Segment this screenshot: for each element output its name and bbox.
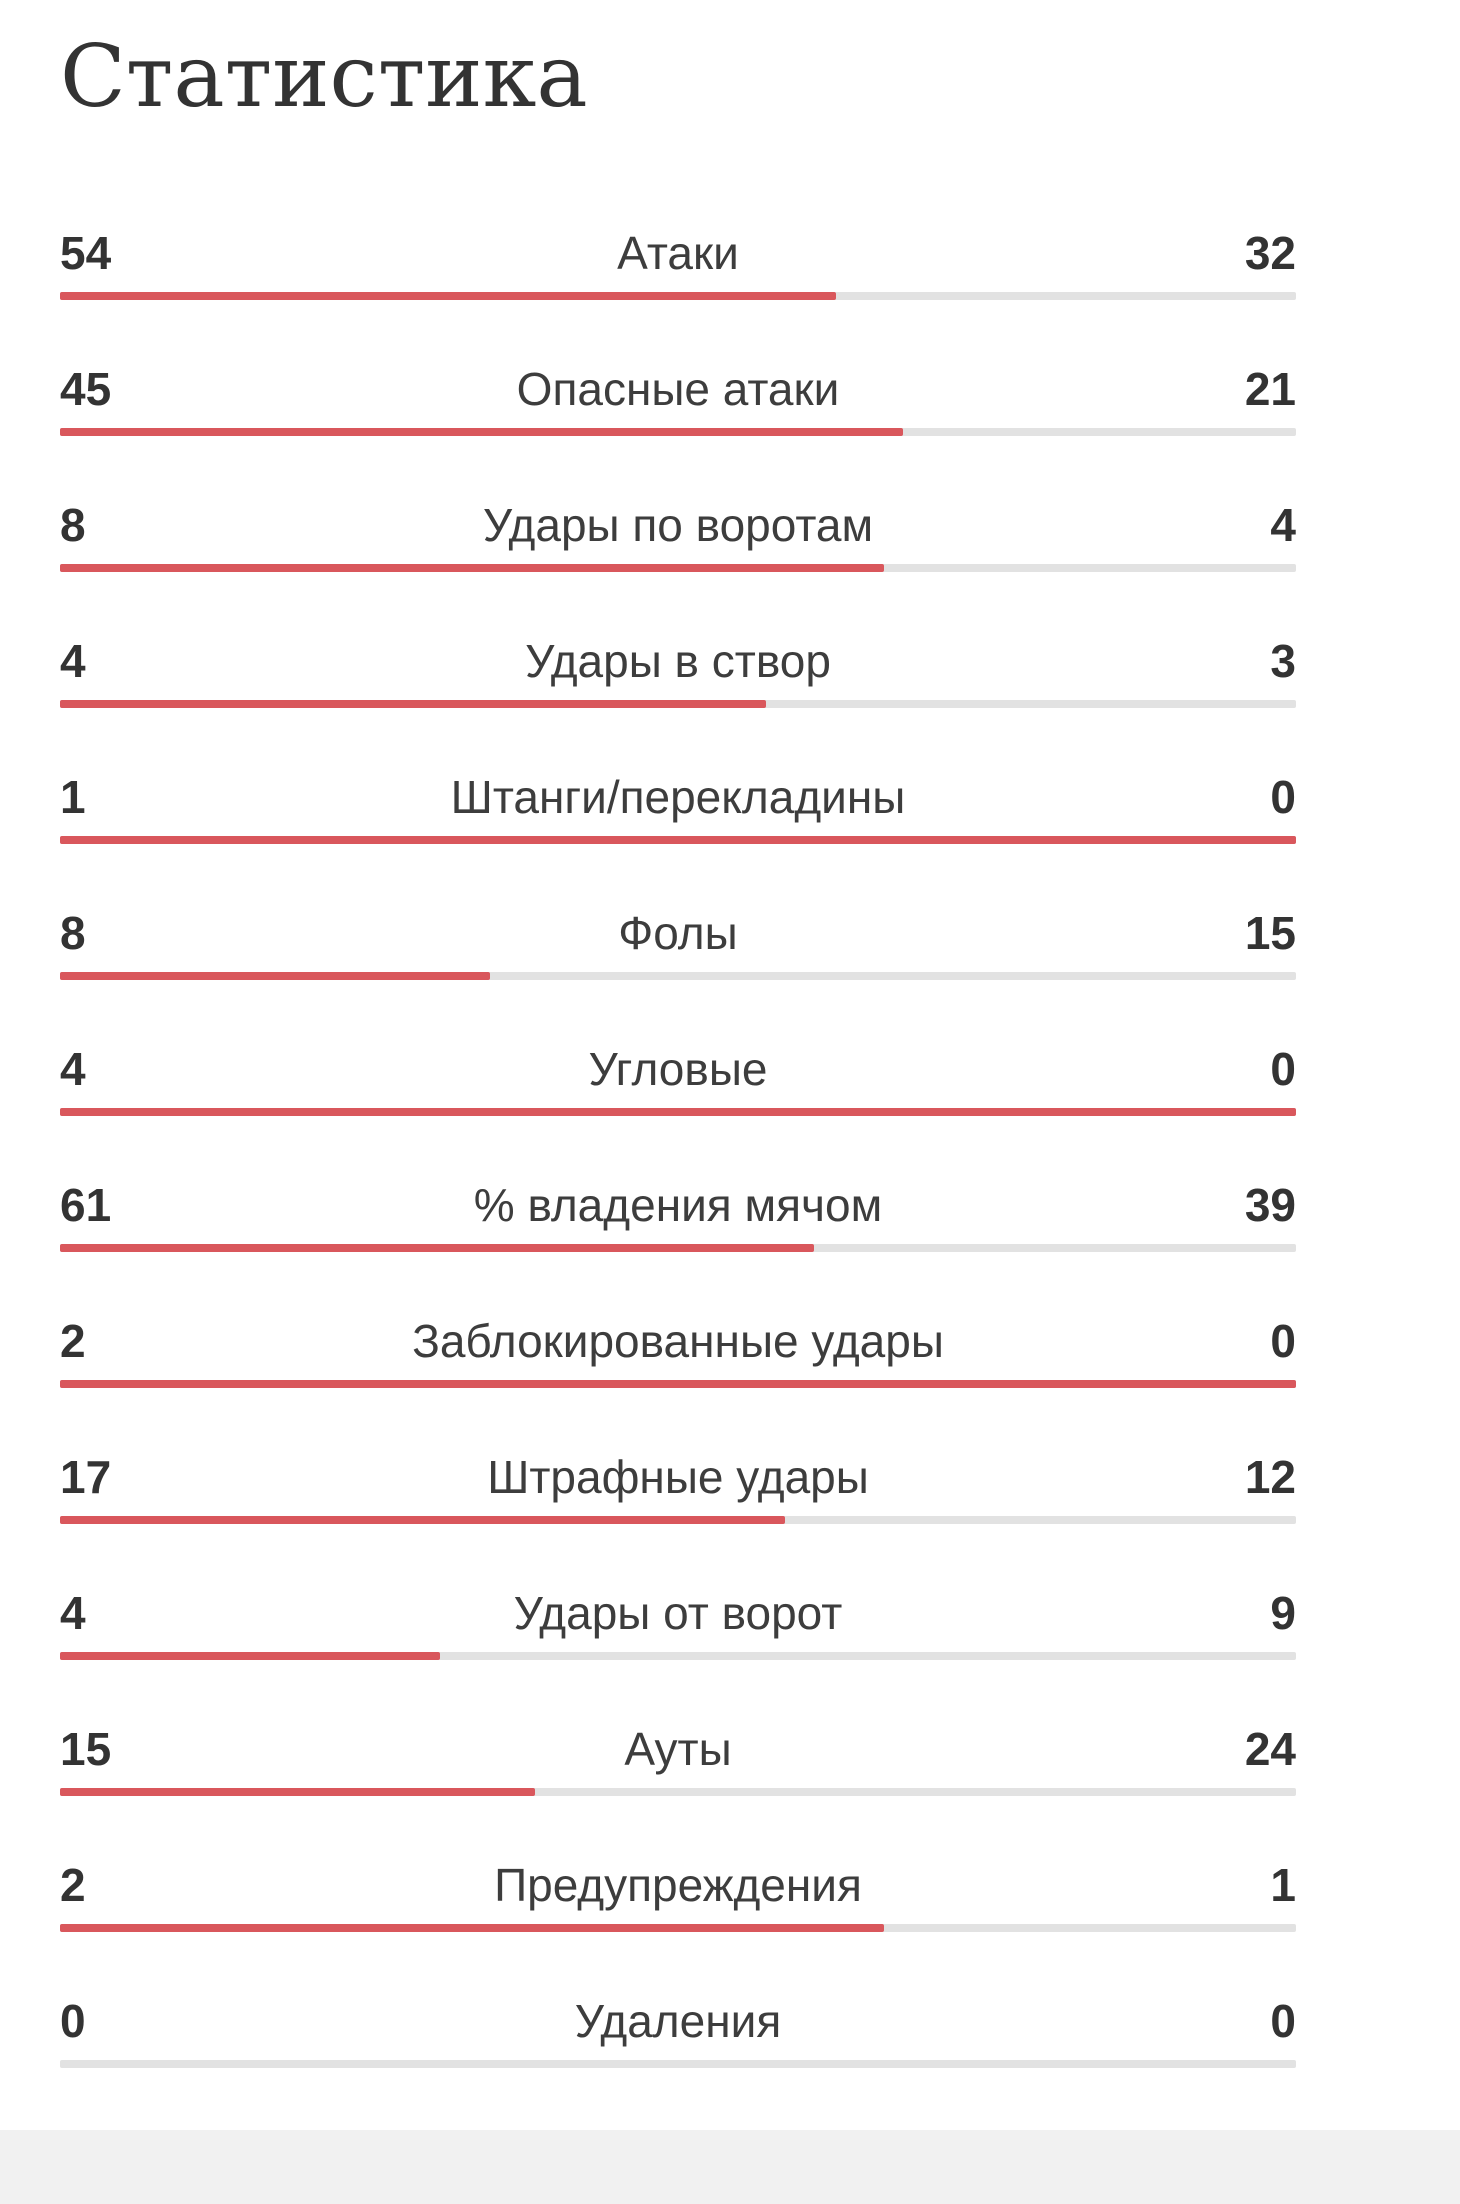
footer-strip xyxy=(0,2130,1460,2204)
comparison-bar-track xyxy=(60,1244,1296,1252)
stat-label: Удаления xyxy=(574,1995,782,2047)
comparison-bar-track xyxy=(60,972,1296,980)
stat-row-header xyxy=(60,760,1296,840)
stat-label: Штанги/перекладины xyxy=(450,771,906,823)
home-team-value: 8 xyxy=(60,907,86,959)
stat-row-header xyxy=(60,1712,1296,1792)
stat-row xyxy=(60,488,1296,624)
stat-row-header xyxy=(60,216,1296,296)
stat-row-header xyxy=(60,1304,1296,1384)
home-team-value: 4 xyxy=(60,1587,86,1639)
home-team-value: 45 xyxy=(60,363,112,415)
stat-row-header xyxy=(60,1848,1296,1928)
home-team-value: 17 xyxy=(60,1451,112,1503)
stat-row-header xyxy=(60,1576,1296,1656)
away-team-value: 0 xyxy=(1270,1995,1296,2047)
stat-row xyxy=(60,1440,1296,1576)
away-team-value: 0 xyxy=(1270,771,1296,823)
home-team-value: 8 xyxy=(60,499,86,551)
home-share-bar xyxy=(60,564,884,572)
comparison-bar-track xyxy=(60,1652,1296,1660)
stat-label: Штрафные удары xyxy=(487,1451,869,1503)
stat-row-header xyxy=(60,488,1296,568)
comparison-bar-track xyxy=(60,1516,1296,1524)
away-team-value: 24 xyxy=(1244,1723,1296,1775)
comparison-bar-track xyxy=(60,1788,1296,1796)
stat-row-header xyxy=(60,624,1296,704)
stat-row xyxy=(60,1576,1296,1712)
comparison-bar-track xyxy=(60,1108,1296,1116)
away-team-value: 9 xyxy=(1270,1587,1296,1639)
stat-row xyxy=(60,352,1296,488)
home-team-value: 2 xyxy=(60,1859,86,1911)
away-team-value: 4 xyxy=(1270,499,1296,551)
stat-row xyxy=(60,896,1296,1032)
stat-label: Удары в створ xyxy=(525,635,831,687)
home-share-bar xyxy=(60,1380,1296,1388)
away-team-value: 0 xyxy=(1270,1315,1296,1367)
stat-label: Атаки xyxy=(617,227,739,279)
away-team-value: 39 xyxy=(1244,1179,1296,1231)
comparison-bar-track xyxy=(60,700,1296,708)
home-team-value: 4 xyxy=(60,1043,86,1095)
stat-row xyxy=(60,1984,1296,2120)
stat-label: % владения мячом xyxy=(473,1179,883,1231)
away-team-value: 0 xyxy=(1270,1043,1296,1095)
home-team-value: 1 xyxy=(60,771,86,823)
stat-row-header xyxy=(60,1440,1296,1520)
comparison-bar-track xyxy=(60,836,1296,844)
home-share-bar xyxy=(60,1108,1296,1116)
home-team-value: 61 xyxy=(60,1179,112,1231)
home-share-bar xyxy=(60,972,490,980)
home-share-bar xyxy=(60,292,836,300)
comparison-bar-track xyxy=(60,2060,1296,2068)
away-team-value: 15 xyxy=(1244,907,1296,959)
home-share-bar xyxy=(60,1516,785,1524)
stat-label: Удары по воротам xyxy=(482,499,874,551)
home-share-bar xyxy=(60,428,903,436)
stat-row xyxy=(60,1168,1296,1304)
stat-row xyxy=(60,1032,1296,1168)
stat-label: Угловые xyxy=(588,1043,768,1095)
home-share-bar xyxy=(60,700,766,708)
away-team-value: 12 xyxy=(1244,1451,1296,1503)
stat-label: Заблокированные удары xyxy=(412,1315,944,1367)
comparison-bar-track xyxy=(60,428,1296,436)
stat-row-header xyxy=(60,1984,1296,2064)
stat-row-header xyxy=(60,1168,1296,1248)
stats-list xyxy=(60,216,1296,2120)
stat-label: Предупреждения xyxy=(494,1859,862,1911)
home-share-bar xyxy=(60,1924,884,1932)
stat-row-header xyxy=(60,896,1296,976)
comparison-bar-track xyxy=(60,292,1296,300)
stat-label: Опасные атаки xyxy=(516,363,840,415)
home-team-value: 54 xyxy=(60,227,112,279)
home-share-bar xyxy=(60,1652,440,1660)
away-team-value: 21 xyxy=(1244,363,1296,415)
stat-label: Фолы xyxy=(618,907,738,959)
stat-label: Удары от ворот xyxy=(513,1587,843,1639)
away-team-value: 3 xyxy=(1270,635,1296,687)
stat-row xyxy=(60,1304,1296,1440)
away-team-value: 1 xyxy=(1270,1859,1296,1911)
home-share-bar xyxy=(60,1244,814,1252)
stat-row xyxy=(60,216,1296,352)
comparison-bar-track xyxy=(60,1924,1296,1932)
page-title: Статистика xyxy=(60,27,588,127)
stat-row xyxy=(60,760,1296,896)
stat-row-header xyxy=(60,1032,1296,1112)
home-share-bar xyxy=(60,836,1296,844)
comparison-bar-track xyxy=(60,564,1296,572)
home-team-value: 15 xyxy=(60,1723,112,1775)
stat-label: Ауты xyxy=(624,1723,732,1775)
away-team-value: 32 xyxy=(1244,227,1296,279)
stat-row-header xyxy=(60,352,1296,432)
comparison-bar-track xyxy=(60,1380,1296,1388)
stat-row xyxy=(60,624,1296,760)
stat-row xyxy=(60,1712,1296,1848)
home-team-value: 0 xyxy=(60,1995,86,2047)
stat-row xyxy=(60,1848,1296,1984)
home-share-bar xyxy=(60,1788,535,1796)
home-team-value: 4 xyxy=(60,635,86,687)
home-team-value: 2 xyxy=(60,1315,86,1367)
